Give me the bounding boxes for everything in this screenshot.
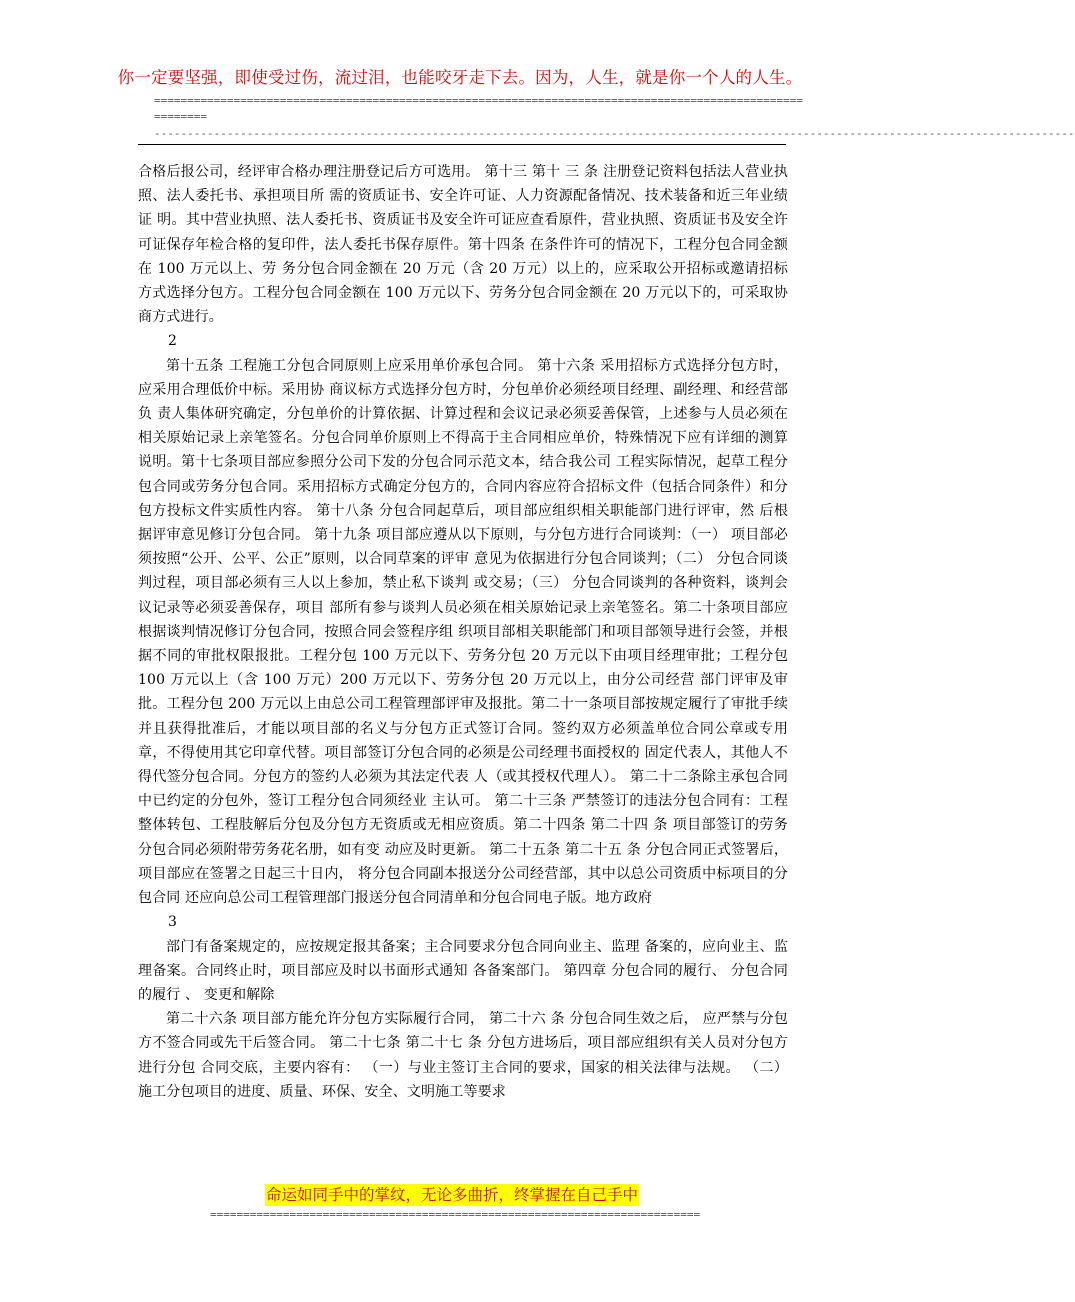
page-number-3: 3 bbox=[168, 914, 177, 931]
paragraph-4: 第二十六条 项目部方能允许分包方实际履行合同， 第二十六 条 分包合同生效之后， 应严禁与分包方不签合同或先干后签合同。 第二十七条 第二十七 条 分包方进场后，项目部应组织有关人员对分包方进行分包 合同交底，主要内容有： （一）与业主签订主合同的要求，国家的相关法律与法规。 （二）施工分包项目的进度、质量、环保、安全、文明施工等要求 bbox=[138, 1011, 788, 1100]
paragraph-2: 第十五条 工程施工分包合同原则上应采用单价承包合同。 第十六条 采用招标方式选择分包方时，应采用合理低价中标。采用协 商议标方式选择分包方时，分包单价必须经项目经理、副经理、和经营部负 责人集体研究确定，分包单价的计算依据、计算过程和会议记录必须妥善保管，上述参与人员必须在相关原始记录上亲笔签名。分包合同单价原则上不得高于主合同相应单价，特殊情况下应有详细的测算说明。第十七条项目部应参照分公司下发的分包合同示范文本，结合我公司 工程实际情况，起草工程分包合同或劳务分包合同。采用招标方式确定分包方的，合同内容应符合招标文件（包括合同条件）和分包方投标文件实质性内容。 第十八条 分包合同起草后，项目部应组织相关职能部门进行评审，然 后根据评审意见修订分包合同。 第十九条 项目部应遵从以下原则，与分包方进行合同谈判：（一） 项目部必须按照“公开、公平、公正”原则，以合同草案的评审 意见为依据进行分包合同谈判；（二） 分包合同谈判过程，项目部必须有三人以上参加，禁止私下谈判 或交易；（三） 分包合同谈判的各种资料，谈判会议记录等必须妥善保存，项目 部所有参与谈判人员必须在相关原始记录上亲笔签名。第二十条项目部应根据谈判情况修订分包合同，按照合同会签程序组 织项目部相关职能部门和项目部领导进行会签，并根据不同的审批权限报批。工程分包 100 万元以下、劳务分包 20 万元以下由项目经理审批；工程分包 100 万元以上（含 100 万元）200 万元以下、劳务分包 20 万元以上，由分公司经营 部门评审及审批。工程分包 200 万元以上由总公司工程管理部评审及报批。第二十一条项目部按规定履行了审批手续并且获得批准后，才能以项目部的名义与分包方正式签订合同。签约双方必须盖单位合同公章或专用章，不得使用其它印章代替。项目部签订分包合同的必须是公司经理书面授权的 固定代表人，其他人不得代签分包合同。分包方的签约人必须为其法定代表 人（或其授权代理人）。 第二十二条除主承包合同中已约定的分包外，签订工程分包合同须经业 主认可。 第二十三条 严禁签订的违法分包合同有：工程整体转包、工程肢解后分包及分包方无资质或无相应资质。第二十四条 第二十四 条 项目部签订的劳务分包合同必须附带劳务花名册，如有变 动应及时更新。 第二十五条 第二十五 条 分包合同正式签署后，项目部应在签署之日起三十日内， 将分包合同副本报送分公司经营部，其中以总公司资质中标项目的分包合同 还应向总公司工程管理部门报送分包合同清单和分包合同电子版。地方政府 bbox=[138, 357, 788, 907]
paragraph-3: 部门有备案规定的，应按规定报其备案；主合同要求分包合同向业主、监理 备案的，应向业主、监理备案。合同终止时，项目部应及时以书面形式通知 各备案部门。 第四章 分包合同的履行、 分包合同的履行 、 变更和解除 bbox=[138, 938, 788, 1003]
header-equals-rule-tail: ======== bbox=[154, 110, 207, 123]
header-motto: 你一定要坚强，即使受过伤，流过泪，也能咬牙走下去。因为，人生，就是你一个人的人生。 bbox=[117, 68, 803, 87]
header-divider bbox=[138, 144, 786, 145]
document-body bbox=[138, 160, 788, 1104]
page-number-2: 2 bbox=[168, 333, 177, 350]
footer-motto: 命运如同手中的掌纹，无论多曲折，终掌握在自己手中 bbox=[266, 1186, 639, 1204]
header-equals-rule: ================================================================================================== bbox=[154, 94, 804, 107]
paragraph-1: 合格后报公司，经评审合格办理注册登记后方可选用。 第十三 第十 三 条 注册登记资料包括法人营业执照、法人委托书、承担项目所 需的资质证书、安全许可证、人力资源配备情况、技术装备和近三年业绩证 明。其中营业执照、法人委托书、资质证书及安全许可证应查看原件，营业执照、资质证书及安全许可证保存年检合格的复印件，法人委托书保存原件。第十四条 在条件许可的情况下，工程分包合同金额在 100 万元以上、劳 务分包合同金额在 20 万元（含 20 万元）以上的，应采取公开招标或邀请招标 方式选择分包方。工程分包合同金额在 100 万元以下、劳务分包合同金额在 20 万元以下的，可采取协商方式进行。 bbox=[138, 164, 788, 326]
footer-equals-rule: ========================================================================== bbox=[210, 1208, 701, 1221]
header-dash-rule: ------------------------------------------------------------------------------------------------------------------------------------------- bbox=[154, 127, 1075, 140]
